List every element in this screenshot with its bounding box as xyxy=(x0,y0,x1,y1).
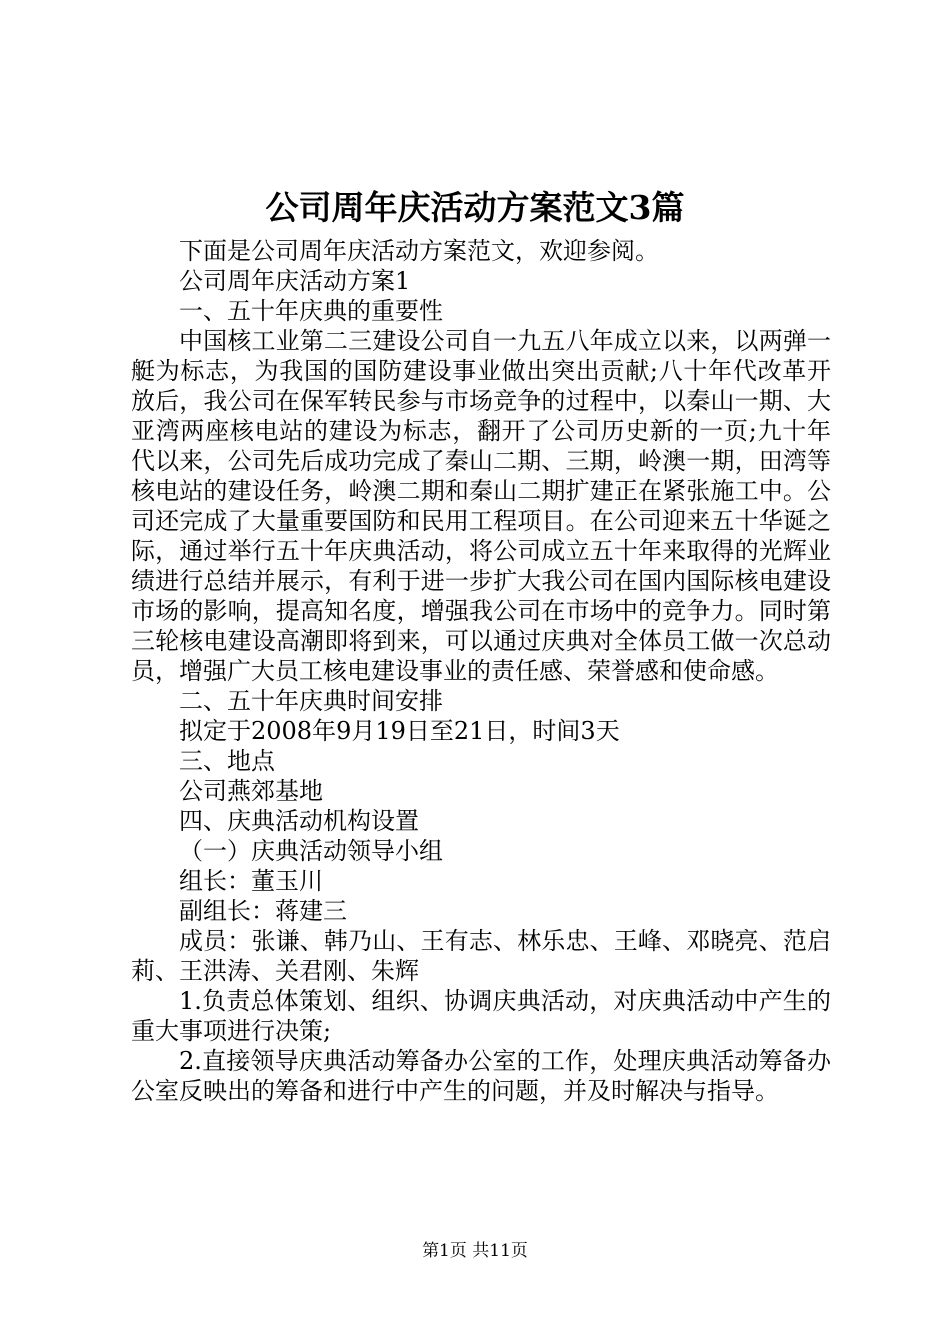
page-number-footer: 第1页 共11页 xyxy=(422,1241,528,1261)
section-heading-importance: 一、五十年庆典的重要性 xyxy=(179,297,443,325)
paragraph-plan-heading: 公司周年庆活动方案1 xyxy=(179,267,411,295)
subsection-heading-leadership: （一）庆典活动领导小组 xyxy=(179,837,443,865)
paragraph-deputy-leader: 副组长：蒋建三 xyxy=(179,897,347,925)
paragraph-location: 公司燕郊基地 xyxy=(179,777,323,805)
paragraph-group-leader: 组长：董玉川 xyxy=(179,867,323,895)
document-title: 公司周年庆活动方案范文3篇 xyxy=(265,188,685,227)
paragraph-importance-body: 中国核工业第二三建设公司自一九五八年成立以来，以两弹一艇为标志，为我国的国防建设事业做出突出贡献;八十年代改革开放后，我公司在保军转民参与市场竞争的过程中，以秦山一期、大亚湾两座核电站的建设为标志，翻开了公司历史新的一页;九十年代以来，公司先后成功完成了秦山二期、三期，岭澳一期，田湾等核电站的建设任务，岭澳二期和秦山二期扩建正在紧张施工中。公司还完成了大量重要国防和民用工程项目。在公司迎来五十华诞之际，通过举行五十年庆典活动，将公司成立五十年来取得的光辉业绩进行总结并展示，有利于进一步扩大我公司在国内国际核电建设市场的影响，提高知名度，增强我公司在市场中的竞争力。同时第三轮核电建设高潮即将到来，可以通过庆典对全体员工做一次总动员，增强广大员工核电建设事业的责任感、荣誉感和使命感。 xyxy=(131,327,831,685)
paragraph-duty-2: 2.直接领导庆典活动筹备办公室的工作，处理庆典活动筹备办公室反映出的筹备和进行中产生的问题，并及时解决与指导。 xyxy=(131,1047,831,1105)
section-heading-organization: 四、庆典活动机构设置 xyxy=(179,807,419,835)
paragraph-members: 成员：张谦、韩乃山、王有志、林乐忠、王峰、邓晓亮、范启莉、王洪涛、关君刚、朱辉 xyxy=(131,927,831,985)
section-heading-schedule: 二、五十年庆典时间安排 xyxy=(179,687,443,715)
paragraph-schedule: 拟定于2008年9月19日至21日，时间3天 xyxy=(179,717,620,745)
paragraph-duty-1: 1.负责总体策划、组织、协调庆典活动，对庆典活动中产生的重大事项进行决策; xyxy=(131,987,831,1045)
paragraph-intro: 下面是公司周年庆活动方案范文，欢迎参阅。 xyxy=(179,237,659,265)
section-heading-location: 三、地点 xyxy=(179,747,275,775)
document-body xyxy=(131,236,831,1106)
